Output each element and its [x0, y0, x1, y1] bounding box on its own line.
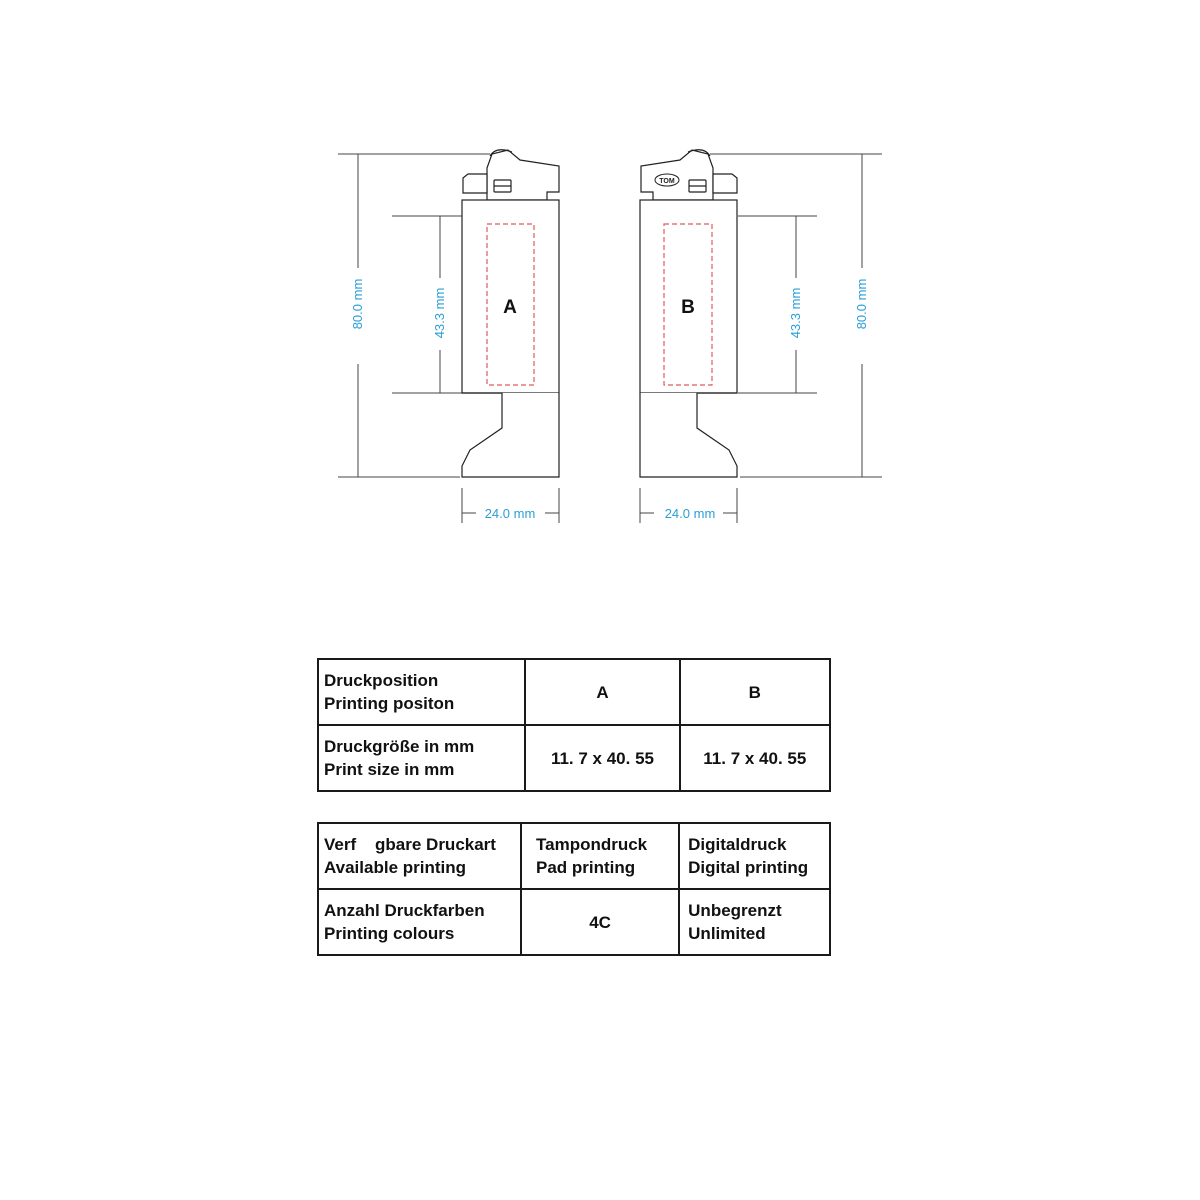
available-printing-label-en: Available printing: [324, 858, 467, 877]
print-size-label-en: Print size in mm: [324, 760, 455, 779]
print-size-b-cell: [680, 725, 830, 791]
lighter-view-left: [338, 150, 559, 523]
print-position-label-cell: [318, 659, 525, 725]
print-size-b-value: 11. 7 x 40. 55: [703, 748, 807, 768]
pad-colours-value: 4C: [589, 912, 611, 932]
lighter-view-right: [640, 150, 882, 523]
table-row: [318, 659, 830, 725]
printing-colours-label-cell: [318, 889, 521, 955]
brand-logo: [655, 174, 679, 186]
digital-colours-de: Unbegrenzt: [688, 901, 782, 920]
position-a-header: [525, 659, 679, 725]
print-area-b-label: B: [681, 297, 695, 318]
print-size-a-cell: [525, 725, 679, 791]
printing-colours-label-en: Printing colours: [324, 924, 455, 943]
digital-printing-cell: [679, 823, 830, 889]
dim-height-total-left: 80.0 mm: [350, 278, 365, 330]
pad-printing-en: Pad printing: [536, 858, 636, 877]
position-b-text: B: [748, 682, 761, 702]
brand-logo-text: TOM: [659, 178, 675, 185]
available-printing-label-de: Verf gbare Druckart: [324, 835, 496, 854]
table-row: [318, 725, 830, 791]
dim-width-left: 24.0 mm: [484, 506, 536, 521]
print-position-label-en: Printing positon: [324, 694, 455, 713]
pad-printing-cell: [521, 823, 679, 889]
dim-height-print-left: 43.3 mm: [432, 287, 447, 339]
table-row: [318, 889, 830, 955]
available-printing-label-cell: [318, 823, 521, 889]
print-size-label-de: Druckgröße in mm: [324, 737, 475, 756]
dim-width-right: 24.0 mm: [664, 506, 716, 521]
digital-colours-cell: [679, 889, 830, 955]
digital-colours-en: Unlimited: [688, 924, 766, 943]
printing-method-table: [317, 822, 831, 956]
print-size-a-value: 11. 7 x 40. 55: [550, 748, 654, 768]
digital-printing-en: Digital printing: [688, 858, 809, 877]
dim-height-print-right: 43.3 mm: [788, 287, 803, 339]
pad-printing-de: Tampondruck: [536, 835, 648, 854]
print-position-label-de: Druckposition: [324, 671, 439, 690]
position-b-header: [680, 659, 830, 725]
pad-colours-cell: [521, 889, 679, 955]
table-row: [318, 823, 830, 889]
print-size-label-cell: [318, 725, 525, 791]
digital-printing-de: Digitaldruck: [688, 835, 787, 854]
position-a-text: A: [596, 682, 609, 702]
dim-height-total-right: 80.0 mm: [854, 278, 869, 330]
printing-colours-label-de: Anzahl Druckfarben: [324, 901, 485, 920]
print-area-a-label: A: [503, 297, 517, 318]
print-position-table: [317, 658, 831, 792]
